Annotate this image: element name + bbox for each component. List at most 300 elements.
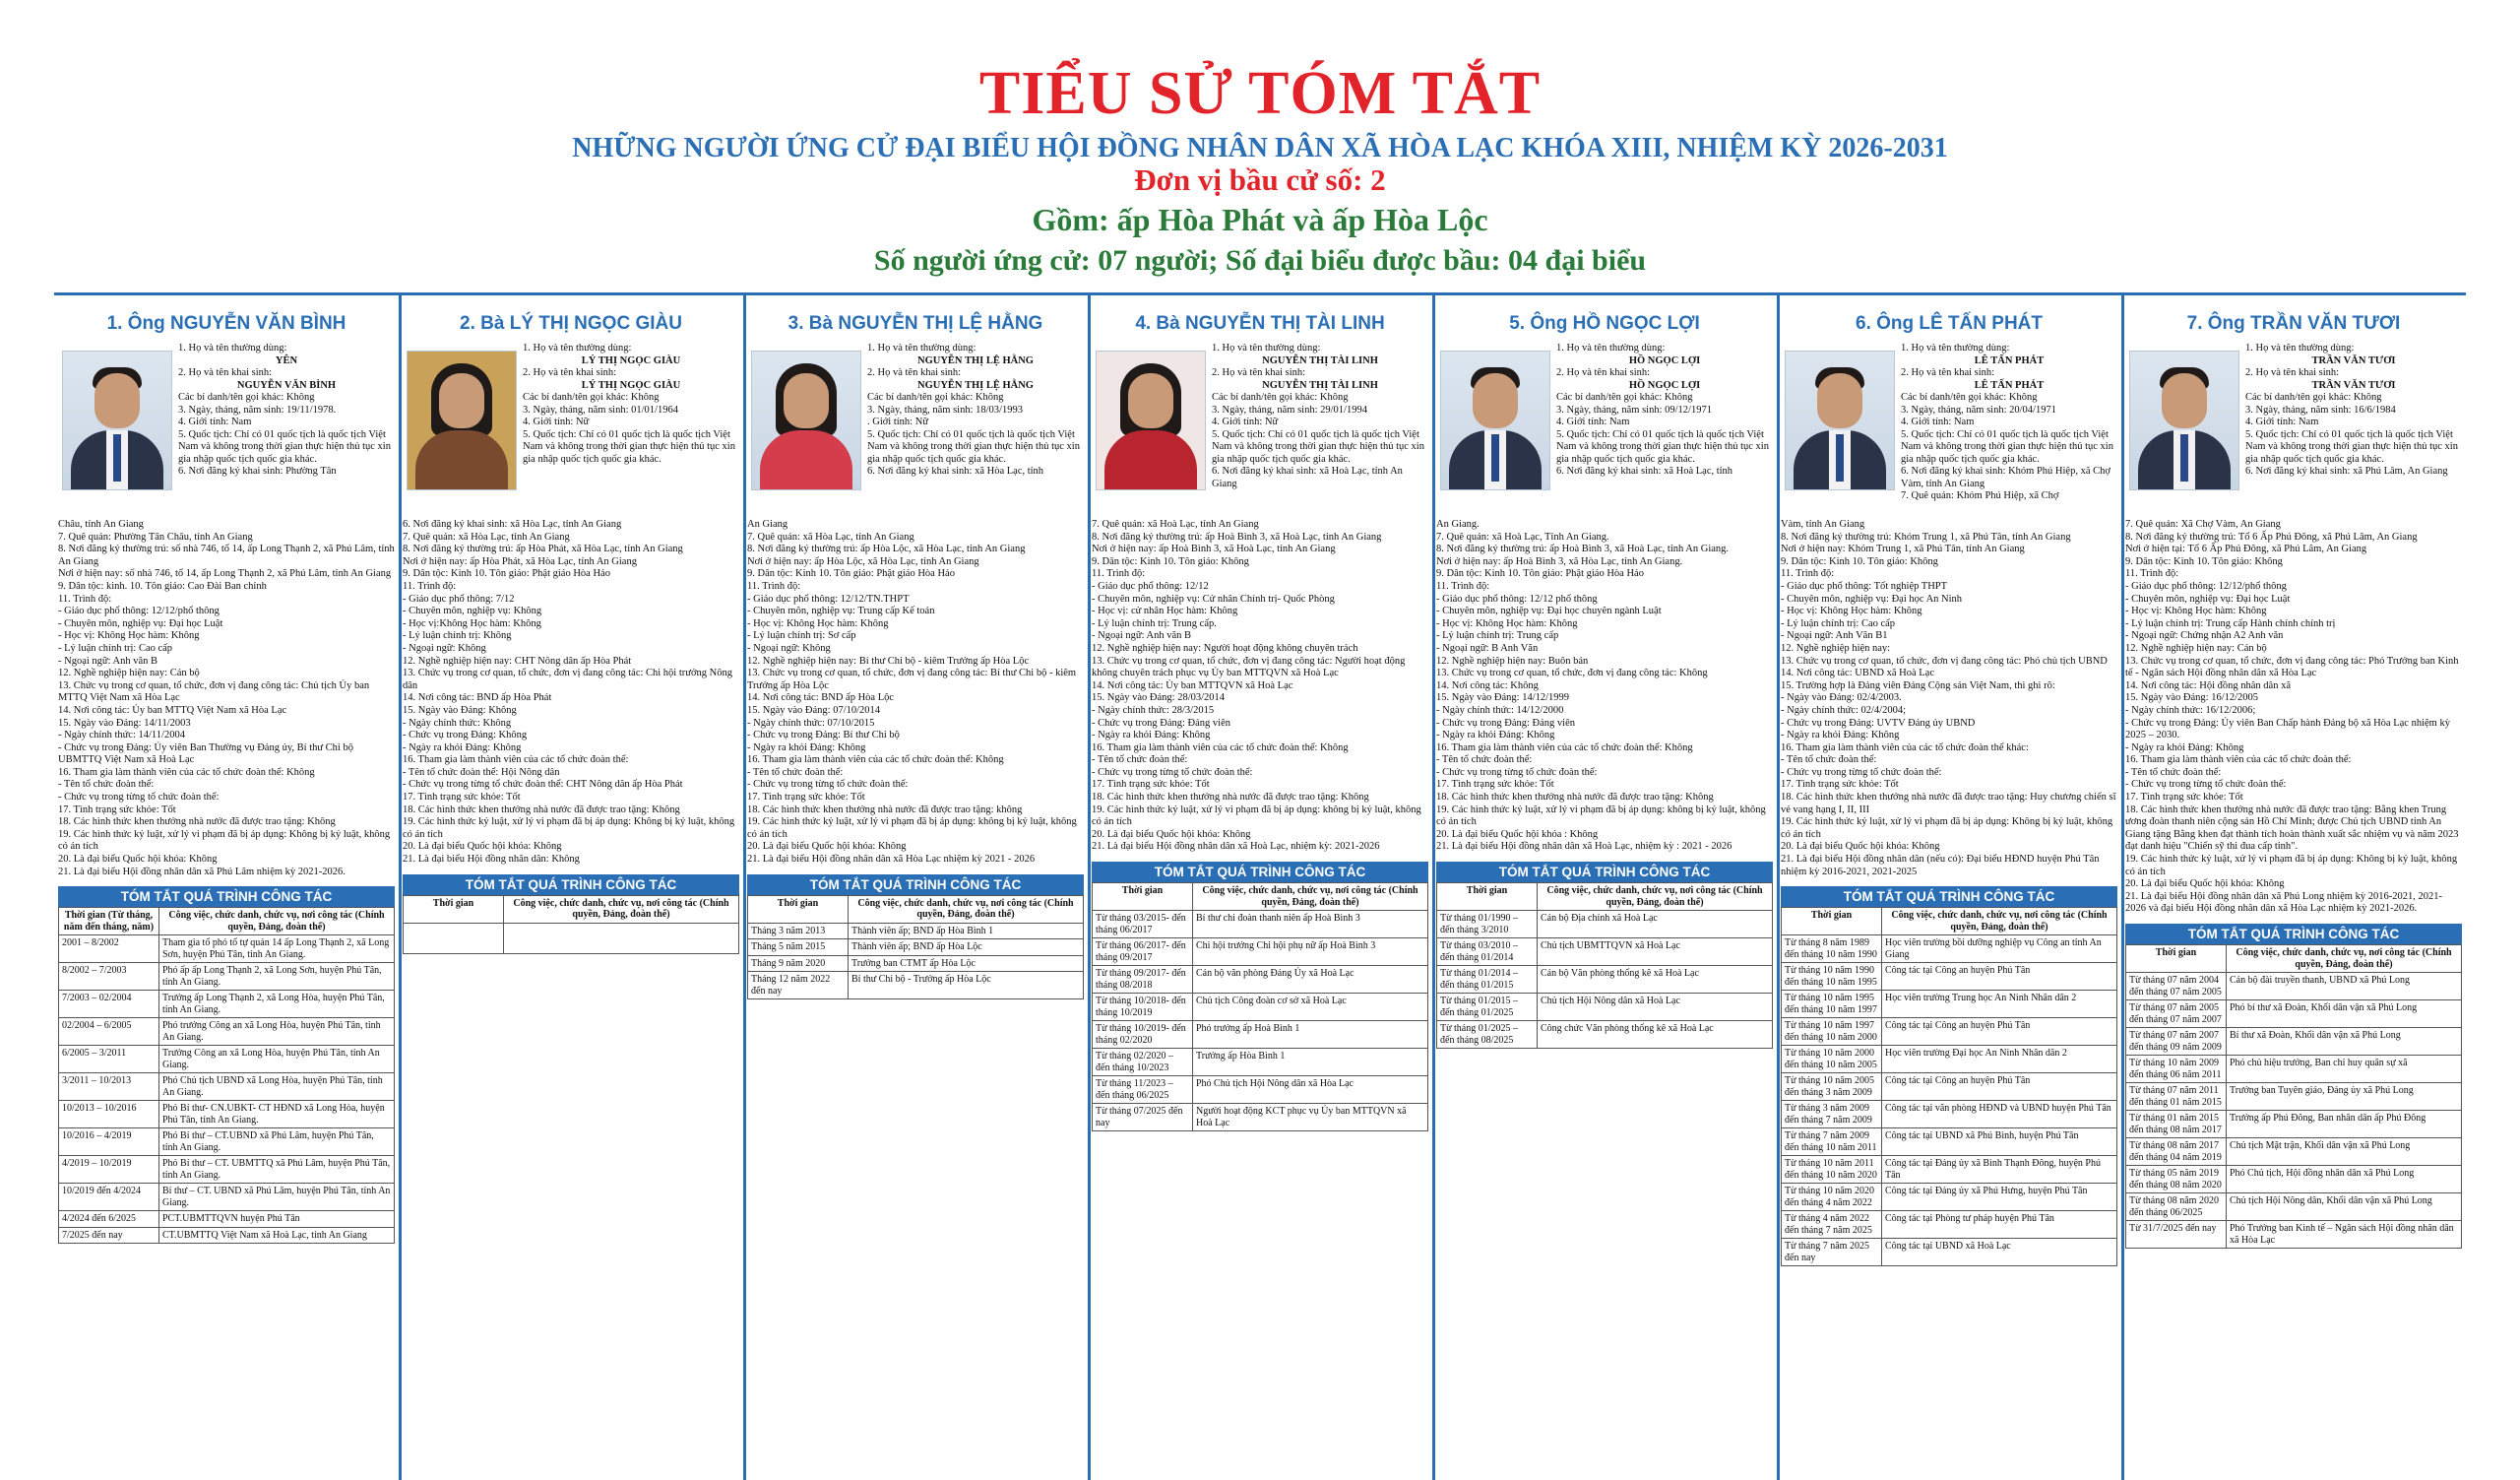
row-role: Bí thư – CT. UBND xã Phú Lâm, huyện Phú Tân, tỉnh An Giang. — [159, 1184, 395, 1211]
bio-line: - Ngày chính thức: 16/12/2006; — [2125, 704, 2256, 716]
candidate-info — [523, 343, 739, 466]
info-line: 3. Ngày, tháng, năm sinh: 16/6/1984 — [2245, 404, 2396, 416]
candidate-bio — [1092, 519, 1428, 854]
table-row — [748, 939, 1084, 956]
info-line: NGUYỄN VĂN BÌNH — [236, 379, 337, 391]
candidate-photo — [407, 351, 517, 490]
row-role: Học viên trường bồi dưỡng nghiệp vụ Công an tỉnh An Giang — [1882, 935, 2117, 963]
photo-head — [94, 373, 140, 428]
candidate-info — [178, 343, 395, 479]
row-role: Tham gia tổ phó tổ tự quản 14 ấp Long Thạnh 2, xã Long Sơn, huyện Phú Tân, tỉnh An Giang. — [159, 935, 395, 963]
bio-line: - Lý luận chính trị: Cao cấp — [1781, 617, 1896, 629]
bio-line: - Ngày vào Đảng: 02/4/2003. — [1781, 692, 1902, 704]
info-line: LÊ TẤN PHÁT — [1974, 354, 2045, 366]
bio-line: 9. Dân tộc: kinh. 10. Tôn giáo: Cao Đài Ban chỉnh — [58, 580, 267, 592]
info-line: 1. Họ và tên thường dùng: — [178, 343, 287, 354]
work-history-table — [58, 907, 395, 1244]
bio-line: - Tên tổ chức đoàn thể: — [1092, 754, 1188, 766]
bio-line: 9. Dân tộc: Kinh 10. Tôn giáo: Không — [1092, 555, 1249, 567]
bio-line: - Giáo dục phổ thông: 12/12/TN.THPT — [747, 593, 910, 605]
bio-line: - Ngày chính thức: 14/12/2000 — [1436, 704, 1564, 716]
table-row — [2126, 973, 2462, 1000]
info-line: 4. Giới tính: Nam — [1556, 417, 1630, 427]
bio-line: - Chuyên môn, nghiệp vụ: Đại học Luật — [2125, 593, 2291, 605]
table-row — [2126, 1083, 2462, 1111]
bio-line: - Giáo dục phổ thông: 12/12 — [1092, 580, 1209, 592]
row-time: 7/2025 đến nay — [59, 1227, 159, 1244]
candidate-count: Số người ứng cử: 07 người; Số đại biểu được bầu: 04 đại biểu — [873, 244, 1647, 277]
row-time: Từ tháng 06/2017- đến tháng 09/2017 — [1093, 938, 1193, 966]
page-subtitle: NHỮNG NGƯỜI ỨNG CỬ ĐẠI BIỂU HỘI ĐỒNG NHÂN DÂN XÃ HÒA LẠC KHÓA XIII, NHIỆM KỲ 2026-2031 — [572, 133, 1948, 163]
bio-line: Nơi ở hiện nay: số nhà 746, tổ 14, ấp Long Thạnh 2, xã Phú Lâm, tỉnh An Giang — [58, 568, 392, 580]
bio-line: 7. Quê quán: Xã Chợ Vàm, An Giang — [2125, 519, 2281, 530]
row-time: Tháng 5 năm 2015 — [748, 939, 849, 956]
row-time: Từ tháng 07/2025 đến nay — [1093, 1104, 1193, 1131]
row-time: Từ tháng 10 năm 2011 đến tháng 10 năm 2020 — [1782, 1156, 1882, 1184]
info-line: 7. Quê quán: Khóm Phú Hiệp, xã Chợ — [1901, 490, 2059, 501]
candidate-top — [1436, 343, 1773, 515]
bio-line: 20. Là đại biểu Quốc hội khóa: Không — [1781, 841, 1940, 853]
info-line: 6. Nơi đăng ký khai sinh: xã Hoà Lạc, tỉnh — [1556, 466, 1733, 477]
bio-line: - Ngày ra khỏi Đảng: Không — [1092, 730, 1211, 741]
table-row — [2126, 1166, 2462, 1193]
row-role: Trưởng ấp Hòa Bình 1 — [1193, 1049, 1428, 1076]
photo-body — [760, 430, 852, 490]
column-header-time: Thời gian — [2126, 945, 2227, 973]
info-line: 2. Họ và tên khai sinh: — [867, 367, 962, 378]
bio-line: Nơi ở hiện nay: ấp Hoà Bình 3, xã Hoà Lạc, tỉnh An Giang — [1092, 544, 1336, 555]
row-role: Bí thư xã Đoàn, Khối dân vận xã Phú Long — [2227, 1028, 2462, 1056]
work-history-title: TÓM TẮT QUÁ TRÌNH CÔNG TÁC — [403, 874, 739, 895]
row-time: Từ tháng 07 năm 2005 đến tháng 07 năm 2007 — [2126, 1000, 2227, 1028]
bio-line: 9. Dân tộc: Kinh 10. Tôn giáo: Phật giáo Hòa Hảo — [747, 568, 955, 580]
bio-line: - Chức vụ trong từng tổ chức đoàn thể: CHT Nông dân ấp Hòa Phát — [403, 779, 683, 791]
row-role: Phó Chủ tịch UBND xã Long Hòa, huyện Phú Tân, tỉnh An Giang. — [159, 1073, 395, 1101]
row-time: 4/2019 – 10/2019 — [59, 1156, 159, 1184]
bio-line: - Ngoại ngữ: Anh Văn B1 — [1781, 630, 1888, 642]
info-line: LÝ THỊ NGỌC GIÀU — [581, 379, 681, 391]
bio-line: 16. Tham gia làm thành viên của các tổ chức đoàn thể khác: — [1781, 741, 2029, 753]
table-row — [59, 1128, 395, 1156]
info-line: 1. Họ và tên thường dùng: — [523, 343, 632, 354]
bio-line: 14. Nơi công tác: Không — [1436, 679, 1539, 691]
info-line: LÊ TẤN PHÁT — [1974, 379, 2045, 391]
row-time: Từ tháng 03/2010 – đến tháng 01/2014 — [1437, 938, 1538, 966]
table-row — [2126, 1000, 2462, 1028]
bio-line: - Ngoại ngữ: Anh văn B — [1092, 630, 1192, 642]
info-line: 2. Họ và tên khai sinh: — [1212, 367, 1306, 378]
table-row — [1782, 1156, 2117, 1184]
row-time: Từ tháng 07 năm 2007 đến tháng 09 năm 2009 — [2126, 1028, 2227, 1056]
bio-line: 16. Tham gia làm thành viên của các tổ chức đoàn thể: Không — [1436, 741, 1693, 753]
info-line: . Giới tính: Nữ — [867, 417, 928, 427]
bio-line: 12. Nghề nghiệp hiện nay: CHT Nông dân ấp Hòa Phát — [403, 655, 632, 667]
candidate-bio — [2125, 519, 2462, 916]
row-time: Từ tháng 10 năm 1990 đến tháng 10 năm 1995 — [1782, 963, 1882, 991]
column-header-time: Thời gian — [1437, 883, 1538, 911]
photo-tie — [1491, 434, 1499, 482]
candidate-name: 7. Ông TRẦN VĂN TƯƠI — [2186, 313, 2401, 334]
row-time: Từ tháng 3 năm 2009 đến tháng 7 năm 2009 — [1782, 1101, 1882, 1128]
work-history-title: TÓM TẮT QUÁ TRÌNH CÔNG TÁC — [747, 874, 1084, 895]
bio-line: - Chức vụ trong Đảng: Ủy viên Ban Chấp hành Đảng bộ xã Hòa Lạc nhiệm kỳ 2025 – 2030. — [2125, 717, 2450, 741]
row-time: 4/2024 đến 6/2025 — [59, 1211, 159, 1228]
row-time: Từ tháng 05 năm 2019 đến tháng 08 năm 2020 — [2126, 1166, 2227, 1193]
bio-line: 21. Là đại biểu Hội đồng nhân dân xã Hoà Lạc, nhiệm kỳ : 2021 - 2026 — [1436, 841, 1732, 853]
bio-line: 20. Là đại biểu Quốc hội khóa: Không — [2125, 878, 2285, 890]
photo-head — [1473, 373, 1518, 428]
row-time: Từ tháng 10 năm 1997 đến tháng 10 năm 2000 — [1782, 1018, 1882, 1046]
bio-line: Nơi ở hiện nay: ấp Hòa Lộc, xã Hòa Lạc, tỉnh An Giang — [747, 555, 979, 567]
row-role: Công tác tại UBND xã Hoà Lạc — [1882, 1239, 2117, 1266]
info-line: 3. Ngày, tháng, năm sinh: 18/03/1993 — [867, 404, 1023, 416]
bio-line: Nơi ở hiện tại: Tổ 6 Ấp Phú Đông, xã Phú Lâm, An Giang — [2125, 544, 2367, 555]
candidate-column — [1777, 295, 2121, 1480]
bio-line: Nơi ở hiện nay: ấp Hoà Bình 3, xã Hòa Lạc, tỉnh An Giang. — [1436, 555, 1683, 567]
bio-line: - Chức vụ trong từng tổ chức đoàn thể: — [1092, 766, 1253, 778]
bio-line: 21. Là đại biểu Hội đồng nhân dân (nếu có): Đại biểu HĐND huyện Phú Tân nhiệm kỳ 2016-2021, 2021-2025 — [1781, 854, 2100, 877]
bio-line: - Tên tổ chức đoàn thể: — [58, 779, 155, 791]
info-line: TRẦN VĂN TƯƠI — [2311, 354, 2396, 366]
bio-line: 20. Là đại biểu Quốc hội khóa: Không — [1092, 828, 1251, 840]
info-line: 2. Họ và tên khai sinh: — [1901, 367, 1995, 378]
bio-line: 18. Các hình thức khen thưởng nhà nước đã được trao tặng: Bằng khen Trung ương đoàn thanh niên cộng sản Hồ Chí Minh; được Chủ tịch UBND tỉnh An Giang tặng Bằng khen đạt thành tích hoàn thành xuất sắc nhiệm vụ và năm 2023 đạt danh hiệu "Chiến sỹ thi đua cấp tỉnh". — [2125, 804, 2459, 853]
row-role: Công tác tại Đảng ủy xã Bình Thạnh Đông, huyện Phú Tân — [1882, 1156, 2117, 1184]
table-row — [2126, 1111, 2462, 1138]
row-time: 3/2011 – 10/2013 — [59, 1073, 159, 1101]
bio-line: 21. Là đại biểu Hội đồng nhân dân xã Phú Lâm nhiệm kỳ 2021-2026. — [58, 866, 346, 877]
candidate-name: 5. Ông HỒ NGỌC LỢI — [1509, 313, 1700, 334]
row-role: Trưởng ban CTMT ấp Hòa Lộc — [849, 955, 1084, 972]
table-row — [59, 963, 395, 991]
bio-line: - Chức vụ trong Đảng: Đảng viên — [1092, 717, 1230, 729]
table-row — [748, 955, 1084, 972]
bio-line: 20. Là đại biểu Quốc hội khóa: Không — [747, 841, 907, 853]
table-row — [1782, 1046, 2117, 1073]
bio-line: - Lý luận chính trị: Sơ cấp — [747, 630, 856, 642]
row-time: Từ tháng 07 năm 2004 đến tháng 07 năm 2005 — [2126, 973, 2227, 1000]
electoral-unit: Đơn vị bầu cử số: 2 — [1134, 162, 1386, 197]
column-header-role: Công việc, chức danh, chức vụ, nơi công tác (Chính quyền, Đảng, đoàn thể) — [1882, 908, 2117, 935]
bio-line: 8. Nơi đăng ký thường trú: ấp Hoà Bình 3, xã Hoà Lạc, tỉnh An Giang — [1092, 531, 1382, 543]
table-row — [1782, 1073, 2117, 1101]
bio-line: 19. Các hình thức kỷ luật, xử lý vi phạm đã bị áp dụng: Không bị kỷ luật, không có án tích — [2125, 854, 2458, 877]
row-role: Phó trưởng Công an xã Long Hòa, huyện Phú Tân, tỉnh An Giang. — [159, 1018, 395, 1046]
row-role: Công tác tại văn phòng HĐND và UBND huyện Phú Tân — [1882, 1101, 2117, 1128]
candidate-top — [1781, 343, 2117, 515]
table-row — [2126, 1028, 2462, 1056]
table-row — [1093, 994, 1428, 1021]
row-role: Phó Chủ tịch, Hội đồng nhân dân xã Phú Long — [2227, 1166, 2462, 1193]
bio-line: 12. Nghề nghiệp hiện nay: Cán bộ — [58, 668, 200, 679]
info-line: Các bí danh/tên gọi khác: Không — [523, 392, 660, 403]
column-header-role: Công việc, chức danh, chức vụ, nơi công tác (Chính quyền, Đảng, đoàn thể) — [1193, 883, 1428, 911]
bio-line: - Học vị: Không Học hàm: Không — [1436, 617, 1578, 629]
candidate-column — [399, 295, 743, 1480]
work-history-table — [1781, 907, 2117, 1266]
table-row — [59, 1184, 395, 1211]
column-header-role: Công việc, chức danh, chức vụ, nơi công tác (Chính quyền, Đảng, đoàn thể) — [1538, 883, 1773, 911]
candidate-info — [867, 343, 1084, 479]
info-line: 4. Giới tính: Nữ — [1212, 417, 1279, 427]
work-history-title: TÓM TẮT QUÁ TRÌNH CÔNG TÁC — [58, 886, 395, 907]
candidate-top — [2125, 343, 2462, 515]
candidate-column — [54, 295, 399, 1480]
row-role: Phó chủ hiệu trưởng, Ban chỉ huy quân sự xã — [2227, 1056, 2462, 1083]
table-row — [1782, 935, 2117, 963]
row-time: Từ tháng 03/2015- đến tháng 06/2017 — [1093, 911, 1193, 938]
table-row — [59, 1227, 395, 1244]
photo-body — [415, 430, 508, 490]
row-role: Người hoạt động KCT phục vụ Ủy ban MTTQVN xã Hoà Lạc — [1193, 1104, 1428, 1131]
info-line: 5. Quốc tịch: Chỉ có 01 quốc tịch là quốc tịch Việt Nam và không trong thời gian thực hiện thủ tục xin gia nhập quốc tịch quốc gia khác. — [1901, 428, 2113, 465]
photo-tie — [2180, 434, 2188, 482]
row-time: 2001 – 8/2002 — [59, 935, 159, 963]
bio-line: - Giáo dục phổ thông: 12/12 phổ thông — [1436, 593, 1598, 605]
info-line: 2. Họ và tên khai sinh: — [523, 367, 617, 378]
row-role: Cán bộ văn phòng Đảng Ủy xã Hoà Lạc — [1193, 966, 1428, 994]
bio-line: - Chuyên môn, nghiệp vụ: Đại học chuyên ngành Luật — [1436, 606, 1662, 617]
bio-line: - Ngày ra khỏi Đảng: Không — [403, 741, 522, 753]
column-header-time: Thời gian (Từ tháng, năm đến tháng, năm) — [59, 908, 159, 935]
bio-line: - Học vị: Không Học hàm: Không — [2125, 606, 2267, 617]
bio-line: 17. Tình trạng sức khỏe: Tốt — [58, 804, 176, 815]
bio-line: 14. Nơi công tác: Hội đồng nhân dân xã — [2125, 679, 2291, 691]
table-row — [59, 991, 395, 1018]
row-role: Học viên trường Trung học An Ninh Nhân dân 2 — [1882, 991, 2117, 1018]
row-role: Công chức Văn phòng thống kê xã Hoà Lạc — [1538, 1021, 1773, 1049]
info-line: 2. Họ và tên khai sinh: — [2245, 367, 2340, 378]
row-time: Từ tháng 08 năm 2020 đến tháng 06/2025 — [2126, 1193, 2227, 1221]
bio-line: 14. Nơi công tác: Ủy ban MTTQVN xã Hoà Lạc — [1092, 679, 1293, 691]
info-line: NGUYỄN THỊ LỆ HẰNG — [917, 354, 1034, 366]
row-time: Từ tháng 11/2023 – đến tháng 06/2025 — [1093, 1076, 1193, 1104]
info-line: 3. Ngày, tháng, năm sinh: 01/01/1964 — [523, 404, 678, 416]
bio-line: 7. Quê quán: xã Hoà Lạc, tỉnh An Giang — [1092, 519, 1259, 530]
table-row — [1437, 1021, 1773, 1049]
candidate-column — [1432, 295, 1777, 1480]
row-role: Công tác tại Đảng ủy xã Phú Hưng, huyện Phú Tân — [1882, 1184, 2117, 1211]
table-row — [1093, 1104, 1428, 1131]
row-time: Từ tháng 10 năm 2009 đến tháng 06 năm 2011 — [2126, 1056, 2227, 1083]
row-time: 8/2002 – 7/2003 — [59, 963, 159, 991]
work-history-table — [1436, 882, 1773, 1049]
info-line: Các bí danh/tên gọi khác: Không — [867, 392, 1004, 403]
bio-line: - Ngoại ngữ: Anh văn B — [58, 655, 158, 667]
bio-line: 11. Trình độ: — [1781, 568, 1835, 580]
row-role: Bí thư chi đoàn thanh niên ấp Hoà Bình 3 — [1193, 911, 1428, 938]
info-line: Các bí danh/tên gọi khác: Không — [178, 392, 315, 403]
bio-line: 11. Trình độ: — [1092, 568, 1146, 580]
candidate-column — [2121, 295, 2466, 1480]
info-line: 6. Nơi đăng ký khai sinh: Khóm Phú Hiệp, xã Chợ Vàm, tỉnh An Giang — [1901, 466, 2110, 489]
row-time: Từ tháng 09/2017- đến tháng 08/2018 — [1093, 966, 1193, 994]
bio-line: 21. Là đại biểu Hội đồng nhân dân: Không — [403, 854, 580, 866]
candidate-info — [1556, 343, 1773, 479]
bio-line: 17. Tình trạng sức khỏe: Tốt — [1092, 779, 1210, 791]
row-time: Từ tháng 10/2018- đến tháng 10/2019 — [1093, 994, 1193, 1021]
photo-tie — [1836, 434, 1844, 482]
bio-line: - Chức vụ trong Đảng: UVTV Đảng ủy UBND — [1781, 717, 1976, 729]
row-role: Phó ấp ấp Long Thạnh 2, xã Long Sơn, huyện Phú Tân, tỉnh An Giang. — [159, 963, 395, 991]
table-row — [59, 1073, 395, 1101]
bio-line: Vàm, tỉnh An Giang — [1781, 519, 1865, 530]
row-role: Cán bộ Văn phòng thống kê xã Hoà Lạc — [1538, 966, 1773, 994]
bio-line: - Chức vụ trong từng tổ chức đoàn thể: — [1781, 766, 1942, 778]
row-time: Từ tháng 7 năm 2009 đến tháng 10 năm 2011 — [1782, 1128, 1882, 1156]
row-role: Phó Bí thư – CT. UBMTTQ xã Phú Lâm, huyện Phú Tân, tỉnh An Giang. — [159, 1156, 395, 1184]
candidate-columns — [54, 295, 2466, 1480]
bio-line: 20. Là đại biểu Quốc hội khóa: Không — [403, 841, 562, 853]
bio-line: - Chuyên môn, nghiệp vụ: Đại học Luật — [58, 617, 223, 629]
candidate-name: 3. Bà NGUYỄN THỊ LỆ HẰNG — [788, 313, 1043, 334]
work-history-title: TÓM TẮT QUÁ TRÌNH CÔNG TÁC — [2125, 924, 2462, 944]
info-line: 5. Quốc tịch: Chỉ có 01 quốc tịch là quốc tịch Việt Nam và không trong thời gian thực hiện thủ tục xin gia nhập quốc tịch quốc gia khác. — [523, 428, 735, 465]
row-time: Từ tháng 8 năm 1989 đến tháng 10 năm 1990 — [1782, 935, 1882, 963]
bio-line: 17. Tình trạng sức khỏe: Tốt — [2125, 792, 2243, 804]
column-header-time: Thời gian — [748, 895, 849, 923]
table-row — [59, 1101, 395, 1128]
row-role: Công tác tại Công an huyện Phú Tân — [1882, 963, 2117, 991]
bio-line: 15. Ngày vào Đảng: 14/12/1999 — [1436, 692, 1570, 704]
table-row — [59, 1046, 395, 1073]
bio-line: - Tên tổ chức đoàn thể: — [1781, 754, 1877, 766]
info-line: 1. Họ và tên thường dùng: — [1556, 343, 1666, 354]
photo-head — [1817, 373, 1862, 428]
bio-line: - Giáo dục phổ thông: 7/12 — [403, 593, 515, 605]
info-line: 4. Giới tính: Nữ — [523, 417, 590, 427]
candidate-name: 4. Bà NGUYỄN THỊ TÀI LINH — [1135, 313, 1385, 334]
table-row — [2126, 1056, 2462, 1083]
column-header-role: Công việc, chức danh, chức vụ, nơi công tác (Chính quyền, Đảng, đoàn thể) — [159, 908, 395, 935]
bio-line: 17. Tình trạng sức khỏe: Tốt — [403, 792, 521, 804]
candidate-photo — [62, 351, 172, 490]
bio-line: 18. Các hình thức khen thưởng nhà nước đã được trao tặng: Không — [403, 804, 680, 815]
candidate-top — [1092, 343, 1428, 515]
bio-line: 8. Nơi đăng ký thường trú: ấp Hoà Bình 3, xã Hoà Lạc, tỉnh An Giang. — [1436, 544, 1730, 555]
candidate-column — [1088, 295, 1432, 1480]
bio-line: Nơi ở hiện nay: ấp Hòa Phát, xã Hòa Lạc, tỉnh An Giang — [403, 555, 637, 567]
bio-line: - Ngày ra khỏi Đảng: Không — [1781, 730, 1900, 741]
bio-line: 12. Nghề nghiệp hiện nay: Bí thư Chi bộ - kiêm Trưởng ấp Hòa Lộc — [747, 655, 1030, 667]
bio-line: 21. Là đại biểu Hội đồng nhân dân xã Hoà Lạc, nhiệm kỳ: 2021-2026 — [1092, 841, 1380, 853]
column-header-time: Thời gian — [404, 895, 504, 923]
row-role: Phó Bí thư- CN.UBKT- CT HĐND xã Long Hòa, huyện Phú Tân, tỉnh An Giang. — [159, 1101, 395, 1128]
row-time: 6/2005 – 3/2011 — [59, 1046, 159, 1073]
bio-line: - Chức vụ trong từng tổ chức đoàn thể: — [58, 792, 220, 804]
bio-line: 18. Các hình thức khen thưởng nhà nước đã được trao tặng: Huy chương chiến sĩ vẻ vang hạng I, II, III — [1781, 792, 2116, 815]
row-time: Từ tháng 07 năm 2011 đến tháng 01 năm 2015 — [2126, 1083, 2227, 1111]
candidate-bio — [747, 519, 1084, 867]
table-row — [1437, 966, 1773, 994]
bio-line: An Giang. — [1436, 519, 1480, 530]
candidate-bio — [1436, 519, 1773, 854]
bio-line: 19. Các hình thức kỷ luật, xử lý vi phạm đã bị áp dụng: Không bị kỷ luật, không có án tích — [58, 828, 391, 853]
row-role: Trưởng Công an xã Long Hòa, huyện Phú Tân, tỉnh An Giang. — [159, 1046, 395, 1073]
bio-line: 16. Tham gia làm thành viên của các tổ chức đoàn thể: — [403, 754, 629, 766]
bio-line: 15. Ngày vào Đảng: 14/11/2003 — [58, 717, 191, 729]
bio-line: 19. Các hình thức kỷ luật, xử lý vi phạm đã bị áp dụng: không bị kỷ luật, không có án tích — [747, 816, 1077, 840]
bio-line: 17. Tình trạng sức khỏe: Tốt — [1436, 779, 1554, 791]
row-role: Chi hội trưởng Chi hội phụ nữ ấp Hoà Bình 3 — [1193, 938, 1428, 966]
row-role: PCT.UBMTTQVN huyện Phú Tân — [159, 1211, 395, 1228]
bio-line: 11. Trình độ: — [1436, 580, 1490, 592]
bio-line: - Chuyên môn, nghiệp vụ: Đại học An Ninh — [1781, 593, 1963, 605]
info-line: 4. Giới tính: Nam — [2245, 417, 2319, 427]
info-line: 1. Họ và tên thường dùng: — [2245, 343, 2355, 354]
bio-line: 19. Các hình thức kỷ luật, xử lý vi phạm đã bị áp dụng: không bị kỷ luật, không có án tích — [1092, 804, 1421, 828]
bio-line: - Tên tổ chức đoàn thể: — [747, 766, 844, 778]
info-line: 6. Nơi đăng ký khai sinh: xã Hoà Lạc, tỉnh An Giang — [1212, 466, 1403, 489]
candidate-top — [747, 343, 1084, 515]
table-row — [1782, 991, 2117, 1018]
info-line: 3. Ngày, tháng, năm sinh: 09/12/1971 — [1556, 404, 1712, 416]
row-time: Từ tháng 10 năm 2005 đến tháng 3 năm 2009 — [1782, 1073, 1882, 1101]
candidate-name: 1. Ông NGUYỄN VĂN BÌNH — [106, 313, 346, 334]
page-title: TIỂU SỬ TÓM TẮT — [978, 60, 1542, 127]
column-header-role: Công việc, chức danh, chức vụ, nơi công tác (Chính quyền, Đảng, đoàn thể) — [504, 895, 739, 923]
bio-line: - Lý luận chính trị: Trung cấp. — [1092, 617, 1217, 629]
row-role: CT.UBMTTQ Việt Nam xã Hoà Lạc, tỉnh An Giang — [159, 1227, 395, 1244]
bio-line: - Ngày ra khỏi Đảng: Không — [1436, 730, 1555, 741]
bio-line: 6. Nơi đăng ký khai sinh: xã Hòa Lạc, tỉnh An Giang — [403, 519, 622, 530]
bio-line: - Ngoại ngữ: Không — [747, 642, 831, 654]
bio-line: 13. Chức vụ trong cơ quan, tổ chức, đơn vị đang công tác: Phó chủ tịch UBND — [1781, 655, 2108, 667]
bio-line: - Ngày chính thức: Không — [403, 717, 512, 729]
bio-line: 15. Trường hợp là Đảng viên Đảng Cộng sản Việt Nam, thì ghi rõ: — [1781, 679, 2055, 691]
table-row — [1437, 994, 1773, 1021]
candidate-column — [743, 295, 1088, 1480]
bio-line: 12. Nghề nghiệp hiện nay: Người hoạt động không chuyên trách — [1092, 642, 1358, 654]
bio-line: 21. Là đại biểu Hội đồng nhân dân xã Phú Long nhiệm kỳ 2016-2021, 2021-2026 và đại biểu Hội đồng nhân dân xã Hòa Lạc nhiệm kỳ 2021-2026. — [2125, 890, 2442, 915]
row-role: Trưởng ban Tuyên giáo, Đảng ủy xã Phú Long — [2227, 1083, 2462, 1111]
bio-line: - Học vị: Không Học hàm: Không — [1781, 606, 1922, 617]
bio-line: - Ngoại ngữ: Không — [403, 642, 486, 654]
bio-line: - Chuyên môn, nghiệp vụ: Trung cấp Kế toán — [747, 606, 935, 617]
candidate-info — [1212, 343, 1428, 490]
candidate-info — [1901, 343, 2117, 503]
bio-line: - Tên tổ chức đoàn thể: Hội Nông dân — [403, 766, 560, 778]
bio-line: 18. Các hình thức khen thưởng nhà nước đã được trao tặng: Không — [1092, 792, 1369, 804]
row-role: Công tác tại Công an huyện Phú Tân — [1882, 1018, 2117, 1046]
bio-line: 16. Tham gia làm thành viên của các tổ chức đoàn thể: Không — [1092, 741, 1349, 753]
info-line: 3. Ngày, tháng, năm sinh: 20/04/1971 — [1901, 404, 2056, 416]
info-line: YÊN — [275, 354, 298, 366]
row-role: Chủ tịch Hội Nông dân xã Hoà Lạc — [1538, 994, 1773, 1021]
info-line: 5. Quốc tịch: Chỉ có 01 quốc tịch là quốc tịch Việt Nam và không trong thời gian thực hiện thủ tục xin gia nhập quốc tịch quốc gia khác. — [2245, 428, 2458, 465]
bio-line: - Ngày chính thức: 02/4/2004; — [1781, 704, 1907, 716]
row-role: Phó Chủ tịch Hội Nông dân xã Hòa Lạc — [1193, 1076, 1428, 1104]
bio-line: 14. Nơi công tác: Ủy ban MTTQ Việt Nam xã Hòa Lạc — [58, 704, 287, 716]
row-role: Thành viên ấp; BND ấp Hòa Lộc — [849, 939, 1084, 956]
bio-line: 12. Nghề nghiệp hiện nay: Buôn bán — [1436, 655, 1589, 667]
table-row — [1093, 911, 1428, 938]
table-row — [1782, 1128, 2117, 1156]
bio-line: 14. Nơi công tác: UBND xã Hoà Lạc — [1781, 668, 1935, 679]
info-line: 4. Giới tính: Nam — [178, 417, 252, 427]
row-time: 02/2004 – 6/2005 — [59, 1018, 159, 1046]
row-time: Từ tháng 10/2019- đến tháng 02/2020 — [1093, 1021, 1193, 1049]
table-row — [1782, 1101, 2117, 1128]
bio-line: - Học vị: Không Học hàm: Không — [747, 617, 889, 629]
table-row — [1782, 1239, 2117, 1266]
row-role: Chủ tịch Công đoàn cơ sở xã Hoà Lạc — [1193, 994, 1428, 1021]
info-line: Các bí danh/tên gọi khác: Không — [1901, 392, 2038, 403]
row-time: Từ tháng 10 năm 2020 đến tháng 4 năm 2022 — [1782, 1184, 1882, 1211]
bio-line: - Chuyên môn, nghiệp vụ: Không — [403, 606, 542, 617]
bio-line: - Học vị: cử nhân Học hàm: Không — [1092, 606, 1238, 617]
row-role: Công tác tại UBND xã Phú Bình, huyện Phú Tân — [1882, 1128, 2117, 1156]
